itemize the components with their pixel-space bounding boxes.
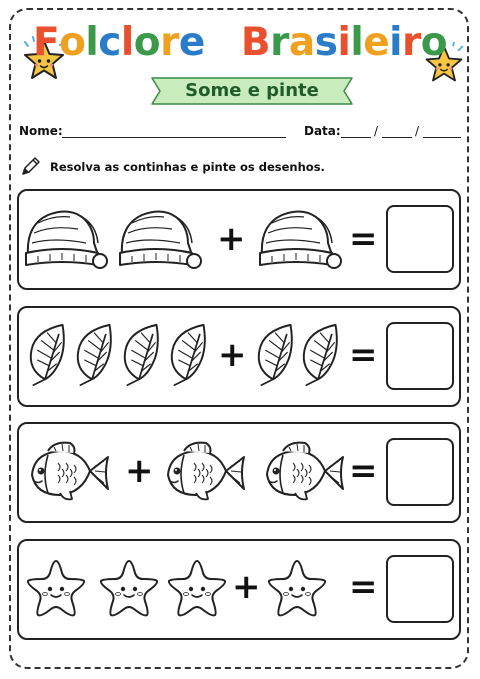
title-letter: e bbox=[363, 20, 390, 65]
title-letter: B bbox=[240, 20, 271, 65]
leaf-icon[interactable] bbox=[119, 321, 163, 389]
title-letter: F bbox=[32, 20, 60, 65]
equals-sign: = bbox=[349, 567, 378, 607]
hat-icon[interactable] bbox=[24, 203, 108, 271]
title-letter: r bbox=[160, 20, 179, 65]
equals-sign: = bbox=[349, 219, 378, 259]
plus-sign: + bbox=[125, 451, 154, 491]
hat-icon[interactable] bbox=[258, 203, 342, 271]
fish-icon[interactable] bbox=[160, 439, 246, 503]
title-word-1 bbox=[33, 20, 205, 65]
date-day-field[interactable] bbox=[341, 137, 371, 138]
title-letter: o bbox=[133, 20, 161, 65]
title-letter: o bbox=[59, 20, 86, 65]
star-icon[interactable] bbox=[265, 556, 329, 620]
star-icon[interactable] bbox=[97, 556, 161, 620]
title-word-2 bbox=[241, 20, 447, 65]
title-letter: i bbox=[389, 20, 403, 65]
leaf-icon[interactable] bbox=[298, 321, 342, 389]
leaf-icon[interactable] bbox=[25, 321, 69, 389]
date-separator: / bbox=[374, 124, 379, 138]
title-letter: s bbox=[314, 20, 338, 65]
equals-sign: = bbox=[349, 451, 378, 491]
instruction-text: Resolva as continhas e pinte os desenhos. bbox=[50, 160, 325, 174]
answer-box[interactable] bbox=[386, 205, 454, 273]
name-label: Nome: bbox=[19, 124, 63, 138]
leaf-icon[interactable] bbox=[72, 321, 116, 389]
plus-sign: + bbox=[218, 335, 247, 375]
title-letter: l bbox=[85, 20, 99, 65]
plus-sign: + bbox=[217, 219, 246, 259]
leaf-icon[interactable] bbox=[166, 321, 210, 389]
title-letter: a bbox=[288, 20, 315, 65]
leaf-icon[interactable] bbox=[253, 321, 297, 389]
title-letter: i bbox=[337, 20, 351, 65]
date-month-field[interactable] bbox=[382, 137, 412, 138]
title-letter: c bbox=[98, 20, 121, 65]
title-letter: r bbox=[270, 20, 289, 65]
title-letter: r bbox=[402, 20, 421, 65]
title-letter: l bbox=[120, 20, 134, 65]
name-field[interactable] bbox=[62, 137, 286, 138]
star-icon[interactable] bbox=[24, 556, 88, 620]
date-year-field[interactable] bbox=[423, 137, 461, 138]
title-letter: o bbox=[420, 20, 448, 65]
title-letter: l bbox=[350, 20, 364, 65]
subtitle: Some e pinte bbox=[185, 80, 319, 101]
hat-icon[interactable] bbox=[118, 203, 202, 271]
page-title bbox=[0, 20, 480, 65]
title-letter: e bbox=[178, 20, 205, 65]
answer-box[interactable] bbox=[386, 555, 454, 623]
answer-box[interactable] bbox=[386, 322, 454, 390]
fish-icon[interactable] bbox=[24, 439, 110, 503]
equals-sign: = bbox=[349, 335, 378, 375]
fish-icon[interactable] bbox=[259, 439, 345, 503]
plus-sign: + bbox=[232, 567, 261, 607]
answer-box[interactable] bbox=[386, 438, 454, 506]
pencil-icon bbox=[20, 155, 42, 177]
date-label: Data: bbox=[304, 124, 341, 138]
star-icon[interactable] bbox=[165, 556, 229, 620]
date-separator: / bbox=[415, 124, 420, 138]
